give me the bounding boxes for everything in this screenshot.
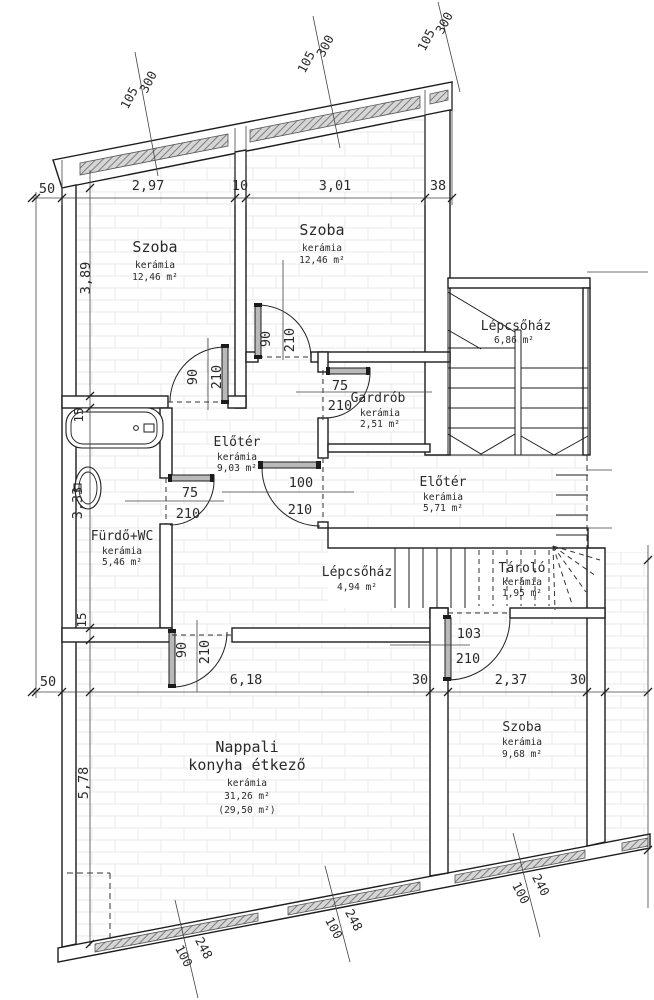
dim-left-1: 15	[71, 407, 86, 423]
door-2-height: 210	[327, 398, 353, 414]
room-area: 2,51 m²	[359, 419, 401, 430]
dim-mid-4: 30	[569, 672, 587, 688]
room-area: 1,95 m²	[501, 588, 543, 599]
room-szoba-2	[299, 221, 345, 266]
dim-left-4: 5,78	[76, 766, 92, 800]
window-bottom-2-label2: 240	[529, 871, 553, 899]
room-area: 12,46 m²	[132, 272, 178, 283]
room-material: kerámia	[501, 577, 543, 588]
dim-mid-3: 2,37	[494, 672, 528, 688]
room-area: 12,46 m²	[299, 255, 345, 266]
room-name: Lépcsőház	[321, 565, 393, 580]
room-name: Tároló	[498, 561, 546, 576]
room-material: kerámia	[101, 546, 143, 557]
room-name: Szoba	[132, 238, 178, 256]
door-1-height: 210	[282, 327, 298, 353]
room-name: Gardrób	[350, 391, 406, 406]
door-6-height: 210	[197, 639, 213, 665]
wall-wing-top	[448, 278, 590, 288]
window-bottom-0-label1: 100	[172, 942, 196, 970]
room-eloter-1	[214, 435, 261, 474]
wall-right-lower	[587, 548, 605, 846]
room-area: 4,94 m²	[336, 582, 378, 593]
window-top-1-label2: 300	[313, 32, 337, 60]
dim-left-3: 15	[74, 612, 89, 628]
window-bottom-1-label2: 248	[342, 906, 366, 934]
room-szoba-1	[132, 238, 178, 283]
wall-eloter2-bottom	[328, 528, 588, 548]
wall-gardrob-left-b	[318, 418, 328, 458]
room-material: kerámia	[226, 778, 268, 789]
room-name: Nappali	[215, 738, 279, 756]
door-3-height: 210	[175, 506, 201, 522]
room-tarolo	[499, 561, 546, 599]
wall-bathroom-right-b	[160, 524, 172, 628]
room-area-secondary: (29,50 m²)	[218, 805, 276, 816]
door-2-width: 75	[331, 378, 349, 394]
dim-top-4: 38	[429, 178, 447, 194]
window-top-1-label1: 105	[294, 48, 318, 76]
room-area: 9,03 m²	[216, 463, 258, 474]
wall-gardrob-bottom	[328, 444, 430, 452]
wall-nappali-top-b	[232, 628, 430, 642]
window-bottom-0-label2: 248	[192, 934, 216, 962]
wall-szoba2-bottom-b	[311, 352, 450, 362]
door-0-height: 210	[209, 364, 225, 390]
room-name: Fürdő+WC	[90, 529, 154, 544]
room-area: 31,26 m²	[224, 791, 270, 802]
window-top-2-label2: 300	[432, 9, 456, 37]
dim-top-3: 3,01	[318, 178, 352, 194]
room-name: Előtér	[419, 475, 467, 490]
dim-top-1: 2,97	[131, 178, 165, 194]
wall-gardrob-left-c	[318, 522, 328, 528]
room-name-2: konyha étkező	[188, 756, 306, 774]
room-area: 5,71 m²	[422, 503, 464, 514]
window-top-0-label1: 105	[117, 84, 141, 112]
door-3-width: 75	[181, 485, 199, 501]
wall-left	[62, 185, 76, 947]
window-bottom-1-label1: 100	[322, 914, 346, 942]
room-material: kerámia	[301, 243, 343, 254]
wall-right-upper	[425, 110, 450, 455]
door-1-width: 90	[258, 330, 274, 348]
dim-mid-1: 6,18	[229, 672, 263, 688]
dim-mid-0: 50	[39, 674, 57, 690]
dim-mid-2: 30	[411, 672, 429, 688]
door-0-width: 90	[185, 368, 201, 386]
door-4-width: 100	[288, 475, 314, 491]
dim-left-2: 3,33	[70, 486, 86, 520]
room-material: kerámia	[216, 452, 258, 463]
room-name: Előtér	[213, 435, 261, 450]
room-name: Szoba	[502, 720, 542, 735]
room-name: Szoba	[299, 221, 345, 239]
wall-szoba1-bottom-a	[62, 396, 168, 408]
wall-nappali-top-a	[62, 628, 172, 642]
room-name: Lépcsőház	[480, 319, 552, 334]
door-4-height: 210	[287, 502, 313, 518]
room-area: 9,68 m²	[501, 749, 543, 760]
door-5-width: 103	[456, 626, 482, 642]
room-material: kerámia	[134, 260, 176, 271]
window-bottom-2-label1: 100	[509, 879, 533, 907]
room-eloter-2	[420, 475, 467, 514]
door-6-width: 90	[174, 641, 190, 659]
dim-top-2: 10	[231, 178, 249, 194]
stairwell-floor-upper	[448, 288, 588, 455]
room-area: 5,46 m²	[101, 557, 143, 568]
door-5-height: 210	[455, 651, 481, 667]
dim-left-0: 3,89	[78, 261, 94, 295]
window-top-0-label2: 300	[136, 68, 160, 96]
room-material: kerámia	[501, 737, 543, 748]
wall-szoba1-bottom-b	[228, 396, 246, 408]
window-top-2-label1: 105	[414, 26, 438, 54]
dim-top-0: 50	[38, 181, 56, 197]
room-szoba-3	[502, 720, 542, 760]
room-area: 6,86 m²	[493, 335, 535, 346]
room-material: kerámia	[359, 408, 401, 419]
wall-wing-right	[583, 288, 590, 455]
room-material: kerámia	[422, 492, 464, 503]
wall-stair-bottom-b	[510, 608, 605, 618]
